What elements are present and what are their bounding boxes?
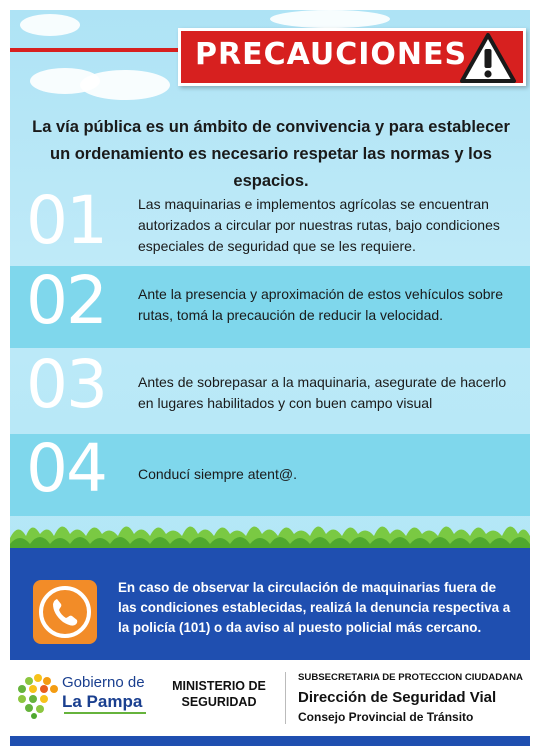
ministerio-text: MINISTERIO DE SEGURIDAD (172, 679, 266, 709)
phone-icon (33, 580, 97, 644)
title-banner (178, 28, 526, 86)
subsecretaria-text: SUBSECRETARIA DE PROTECCION CIUDADANA (298, 672, 523, 683)
footer-message: En caso de observar la circulación de maquinarias fuera de las condiciones establecidas, realizá la denuncia respectiva a la policía (101) o da aviso al puesto policial más cercano. (118, 580, 511, 635)
step-text: Las maquinarias e implementos agrícolas se encuentran autorizados a circular por nuestras rutas, bajo condiciones especiales de seguridad que se les requiere. (138, 196, 500, 254)
gobierno-text: Gobierno de (62, 674, 145, 691)
step-number: 01 (26, 182, 106, 259)
step-number: 03 (26, 346, 106, 423)
step-4 (10, 430, 530, 516)
step-text: Ante la presencia y aproximación de estos vehículos sobre rutas, tomá la precaución de reducir la velocidad. (138, 286, 503, 323)
direccion-text: Dirección de Seguridad Vial (298, 689, 497, 706)
step-text: Antes de sobrepasar a la maquinaria, asegurate de hacerlo en lugares habilitados y con buen campo visual (138, 374, 507, 411)
step-number: 02 (26, 262, 106, 339)
title-line (10, 48, 200, 52)
step-text: Conducí siempre atent@. (138, 466, 297, 482)
divider (285, 672, 286, 724)
phone-icon-box (33, 580, 97, 644)
poster (10, 10, 530, 746)
la-pampa-text: La Pampa (62, 692, 143, 711)
cloud (20, 14, 80, 36)
footer-band (10, 548, 530, 660)
step-1 (10, 182, 530, 268)
intro-text: La vía pública es un ámbito de convivencia y para establecer un ordenamiento es necesario respetar las normas y los espacios. (32, 118, 510, 190)
step-3 (10, 346, 530, 432)
cloud (30, 68, 100, 94)
step-2 (10, 262, 530, 348)
step-number: 04 (26, 430, 106, 507)
la-pampa-underline (64, 712, 146, 714)
warning-icon (459, 32, 517, 84)
consejo-text: Consejo Provincial de Tránsito (298, 710, 474, 724)
cloud (270, 10, 390, 28)
logos-bar (10, 660, 530, 736)
page-title: PRECAUCIONES (195, 37, 468, 72)
bottom-stripe (10, 736, 530, 746)
gobierno-logo-icon (16, 672, 60, 720)
